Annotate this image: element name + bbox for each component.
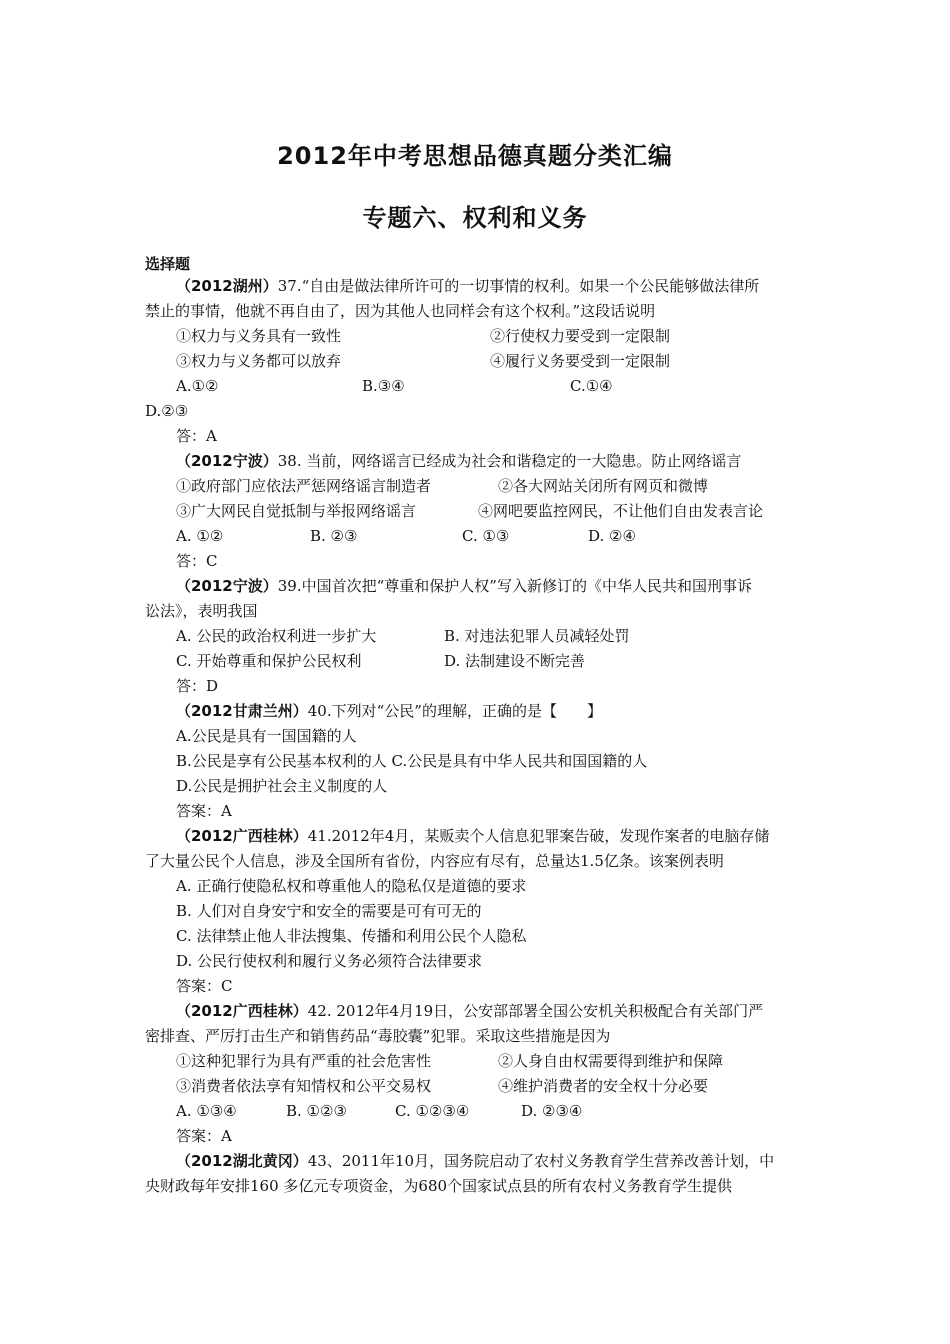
question-source: （2012宁波） [176,452,278,470]
answer: 答案：C [176,977,233,995]
page-title: 2012年中考思想品德真题分类汇编 [277,142,673,170]
choice-b: B. 人们对自身安宁和安全的需要是可有可无的 [176,902,482,920]
question-text: 38. 当前，网络谣言已经成为社会和谐稳定的一大隐患。防止网络谣言 [277,452,742,470]
answer: 答：C [176,552,218,570]
question-source: （2012湖北黄冈） [176,1152,308,1170]
choice-a: A. ①③④ [176,1102,237,1120]
option: ②各大网站关闭所有网页和微博 [498,477,709,495]
question-text: 42. 2012年4月19日，公安部部署全国公安机关积极配合有关部门严 [307,1002,764,1020]
option: ③广大网民自觉抵制与举报网络谣言 [176,502,417,520]
option: ④网吧要监控网民，不让他们自由发表言论 [478,502,764,520]
question-source: （2012甘肃兰州） [176,702,308,720]
choice-c: C. 法律禁止他人非法搜集、传播和利用公民个人隐私 [176,927,527,945]
choice-c: C. ①③ [462,527,510,545]
question-39-line-1 [176,576,752,596]
choice-c: C. ①②③④ [395,1102,470,1120]
question-43-line-1 [176,1151,774,1171]
option: ④履行义务要受到一定限制 [490,352,671,370]
question-42-line-2: 密排查、严厉打击生产和销售药品“毒胶囊”犯罪。采取这些措施是因为 [145,1027,611,1045]
choice-a: A. 正确行使隐私权和尊重他人的隐私仅是道德的要求 [176,877,527,895]
choice-row [176,651,586,671]
option: ②行使权力要受到一定限制 [490,327,671,345]
option: ③权力与义务都可以放弃 [176,352,342,370]
section-heading: 选择题 [145,255,191,273]
option: ④维护消费者的安全权十分必要 [498,1077,709,1095]
option-row [176,501,764,521]
question-text: 43、2011年10月，国务院启动了农村义务教育学生营养改善计划，中 [307,1152,775,1170]
option: ①这种犯罪行为具有严重的社会危害性 [176,1052,432,1070]
question-38-line-1 [176,451,741,471]
choice-d: D.公民是拥护社会主义制度的人 [176,777,388,795]
question-text: 37.“自由是做法律所许可的一切事情的权利。如果一个公民能够做法律所 [277,277,760,295]
choice-c: C.①④ [570,377,613,395]
choice-b: B. ①②③ [286,1102,347,1120]
choice-b: B.③④ [362,377,405,395]
question-text: 40.下列对“公民”的理解，正确的是【 】 [307,702,602,720]
option: ③消费者依法享有知情权和公平交易权 [176,1077,432,1095]
question-source: （2012宁波） [176,577,278,595]
choice-a: A. 公民的政治权利进一步扩大 [176,627,377,645]
choice-a: A. ①② [176,527,224,545]
answer: 答案：A [176,1127,232,1145]
question-41-line-1 [176,826,769,846]
option: ①权力与义务具有一致性 [176,327,342,345]
option: ①政府部门应依法严惩网络谣言制造者 [176,477,432,495]
page-subtitle: 专题六、权利和义务 [362,204,588,232]
choice-b: B. 对违法犯罪人员减轻处罚 [444,627,630,645]
answer: 答：A [176,427,217,445]
choice-row [176,376,613,396]
question-source: （2012湖州） [176,277,278,295]
question-43-line-2: 央财政每年安排160 多亿元专项资金，为680个国家试点县的所有农村义务教育学生提供 [145,1177,733,1195]
question-42-line-1 [176,1001,763,1021]
choice-d: D. 公民行使权利和履行义务必须符合法律要求 [176,952,483,970]
option-row [176,1076,709,1096]
question-source: （2012广西桂林） [176,1002,308,1020]
choice-b: B. ②③ [310,527,358,545]
choice-d: D. ②③④ [521,1102,583,1120]
option-row [176,1051,724,1071]
choice-d: D.②③ [145,402,189,420]
question-37-line-2: 禁止的事情，他就不再自由了，因为其他人也同样会有这个权利。”这段话说明 [145,302,656,320]
choice-a: A.公民是具有一国国籍的人 [176,727,357,745]
choice-bc: B.公民是享有公民基本权利的人 C.公民是具有中华人民共和国国籍的人 [176,752,648,770]
choice-c: C. 开始尊重和保护公民权利 [176,652,362,670]
choice-row [176,526,636,546]
question-source: （2012广西桂林） [176,827,308,845]
option: ②人身自由权需要得到维护和保障 [498,1052,724,1070]
option-row [176,476,709,496]
question-text: 41.2012年4月，某贩卖个人信息犯罪案告破，发现作案者的电脑存储 [307,827,770,845]
question-39-line-2: 讼法》，表明我国 [145,602,258,620]
choice-row [176,1101,583,1121]
option-row [176,351,671,371]
question-text: 39.中国首次把“尊重和保护人权”写入新修订的《中华人民共和国刑事诉 [277,577,752,595]
answer: 答：D [176,677,219,695]
choice-d: D. 法制建设不断完善 [444,652,586,670]
choice-row [176,626,630,646]
question-37-line-1 [176,276,759,296]
option-row [176,326,671,346]
choice-a: A.①② [176,377,219,395]
choice-d: D. ②④ [588,527,636,545]
question-40-line-1 [176,701,602,721]
answer: 答案：A [176,802,232,820]
question-41-line-2: 了大量公民个人信息，涉及全国所有省份，内容应有尽有，总量达1.5亿条。该案例表明 [145,852,724,870]
